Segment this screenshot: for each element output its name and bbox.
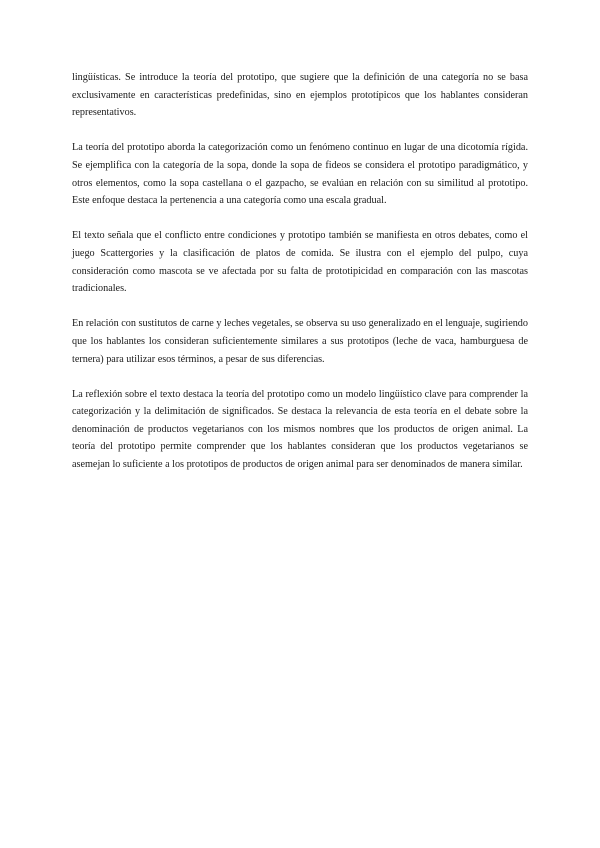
paragraph-3: El texto señala que el conflicto entre condiciones y prototipo también se manifiesta en otros debates, como el juego Scattergories y la clasificación de platos de comida. Se ilustra con el ejemplo del pulpo, cuya consideración como mascota se ve afectada por su falta de prototipicidad en comparación con las mascotas tradicionales. xyxy=(72,230,528,295)
document-body xyxy=(72,69,528,474)
paragraph-4: En relación con sustitutos de carne y leches vegetales, se observa su uso generalizado en el lenguaje, sugiriendo que los hablantes los consideran suficientemente similares a sus prototipos (leche de vaca, hamburguesa de ternera) para utilizar esos términos, a pesar de sus diferencias. xyxy=(72,318,528,365)
paragraph-1: lingüísticas. Se introduce la teoría del prototipo, que sugiere que la definición de una categoría no se basa exclusivamente en características predefinidas, sino en ejemplos prototípicos que los hablantes consideran representativos. xyxy=(72,72,528,119)
paragraph-5: La reflexión sobre el texto destaca la teoría del prototipo como un modelo lingüístico clave para comprender la categorización y la delimitación de significados. Se destaca la relevancia de esta teoría en el debate sobre la denominación de productos vegetarianos con los mismos nombres que los productos de origen animal. La teoría del prototipo permite comprender que los hablantes consideran que los productos vegetarianos se asemejan lo suficiente a los prototipos de productos de origen animal para ser denominados de manera similar. xyxy=(72,388,528,471)
paragraph-2: La teoría del prototipo aborda la categorización como un fenómeno continuo en lugar de una dicotomía rígida. Se ejemplifica con la categoría de la sopa, donde la sopa de fideos se considera el prototipo paradigmático, y otros elementos, como la sopa castellana o el gazpacho, se evalúan en relación con su similitud al prototipo. Este enfoque destaca la pertenencia a una categoría como una escala gradual. xyxy=(72,142,528,207)
